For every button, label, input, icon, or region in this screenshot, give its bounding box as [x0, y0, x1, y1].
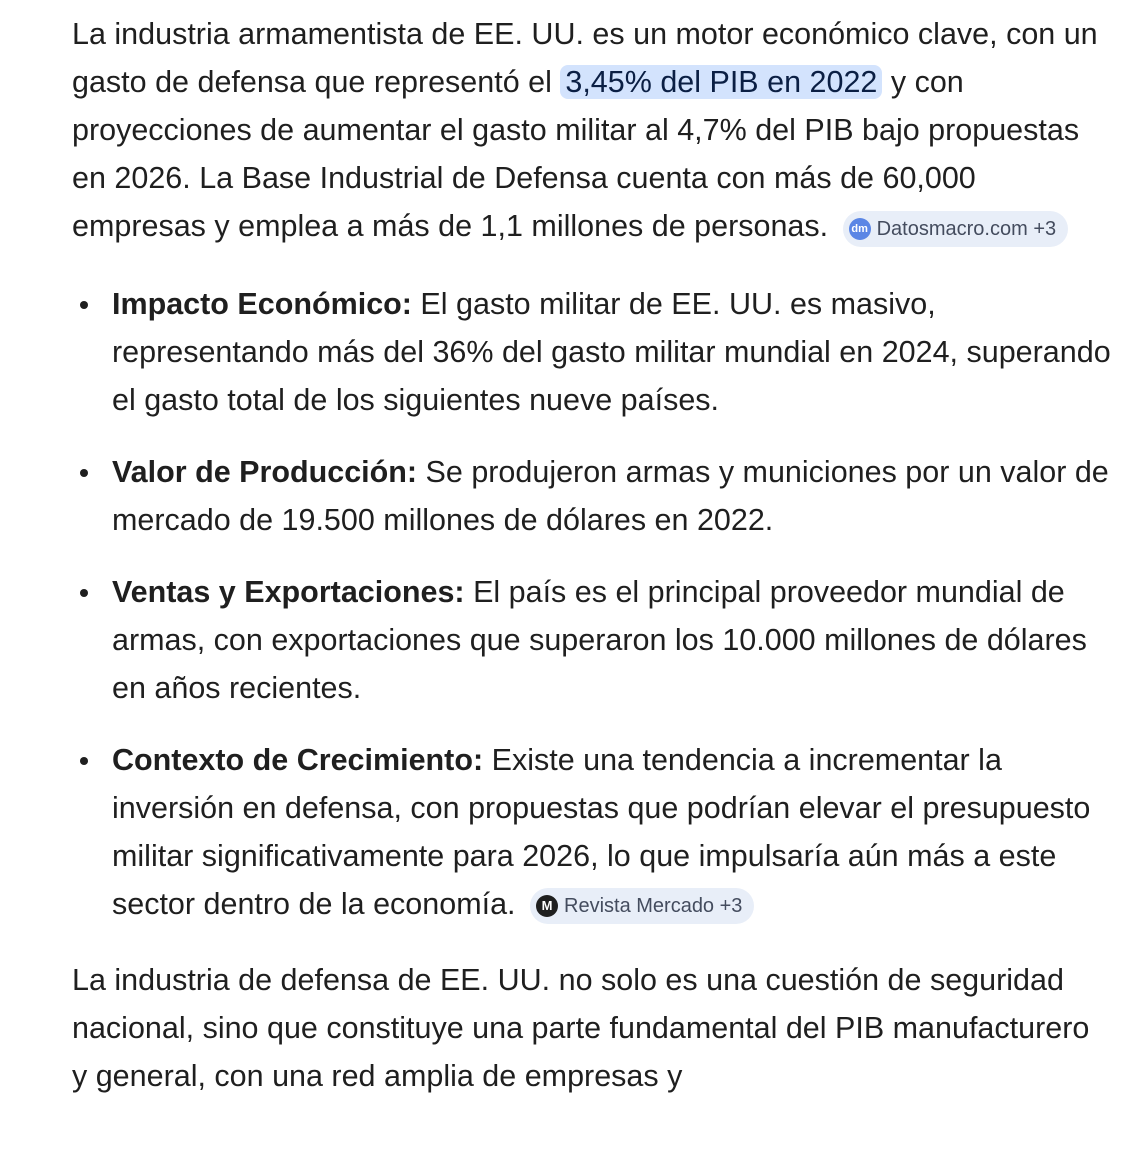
list-item-impacto-economico [112, 280, 1112, 424]
highlighted-fact[interactable]: 3,45% del PIB en 2022 [560, 65, 882, 99]
closing-paragraph: La industria de defensa de EE. UU. no solo es una cuestión de seguridad nacional, sino que constituye una parte fundamental del PIB manufacturero y general, con una red amplia de empresas y [72, 963, 1090, 1093]
intro-text-end: y con proyecciones de aumentar el gasto militar al 4,7% del PIB bajo propuestas en 2026. La Base Industrial de Defensa cuenta con más de 60,000 empresas y emplea a más de 1,1 millones de personas. [72, 65, 1080, 243]
intro-paragraph [72, 10, 1112, 250]
source-chip-label: Revista Mercado +3 [564, 895, 743, 917]
bullet-term: Contexto de Crecimiento: [112, 743, 484, 777]
list-item-valor-produccion [112, 448, 1112, 544]
list-item-ventas-exportaciones [112, 568, 1112, 712]
source-chip-revista-mercado[interactable] [530, 888, 754, 924]
bullet-term: Ventas y Exportaciones: [112, 575, 465, 609]
bullet-text: El gasto militar de EE. UU. es masivo, representando más del 36% del gasto militar mundial en 2024, superando el gasto total de los siguientes nueve países. [112, 287, 1111, 417]
datosmacro-logo-icon: dm [849, 218, 871, 240]
bullet-term: Impacto Económico: [112, 287, 412, 321]
source-chip-datosmacro[interactable] [843, 211, 1069, 247]
bullet-text: El país es el principal proveedor mundial de armas, con exportaciones que superaron los 10.000 millones de dólares en años recientes. [112, 575, 1087, 705]
list-item-contexto-crecimiento [112, 736, 1112, 928]
bullet-text: Se produjeron armas y municiones por un valor de mercado de 19.500 millones de dólares en 2022. [112, 455, 1109, 537]
bullet-text: Existe una tendencia a incrementar la inversión en defensa, con propuestas que podrían elevar el presupuesto militar significativamente para 2026, lo que impulsaría aún más a este sector dentro de la economía. [112, 743, 1091, 921]
intro-text-start: La industria armamentista de EE. UU. es un motor económico clave, con un gasto de defensa que representó el [72, 17, 1098, 99]
bullet-term: Valor de Producción: [112, 455, 418, 489]
response-content [72, 10, 1112, 1100]
bullet-list [72, 280, 1112, 928]
source-chip-label: Datosmacro.com +3 [876, 218, 1057, 240]
revista-mercado-logo-icon: M [536, 895, 558, 917]
